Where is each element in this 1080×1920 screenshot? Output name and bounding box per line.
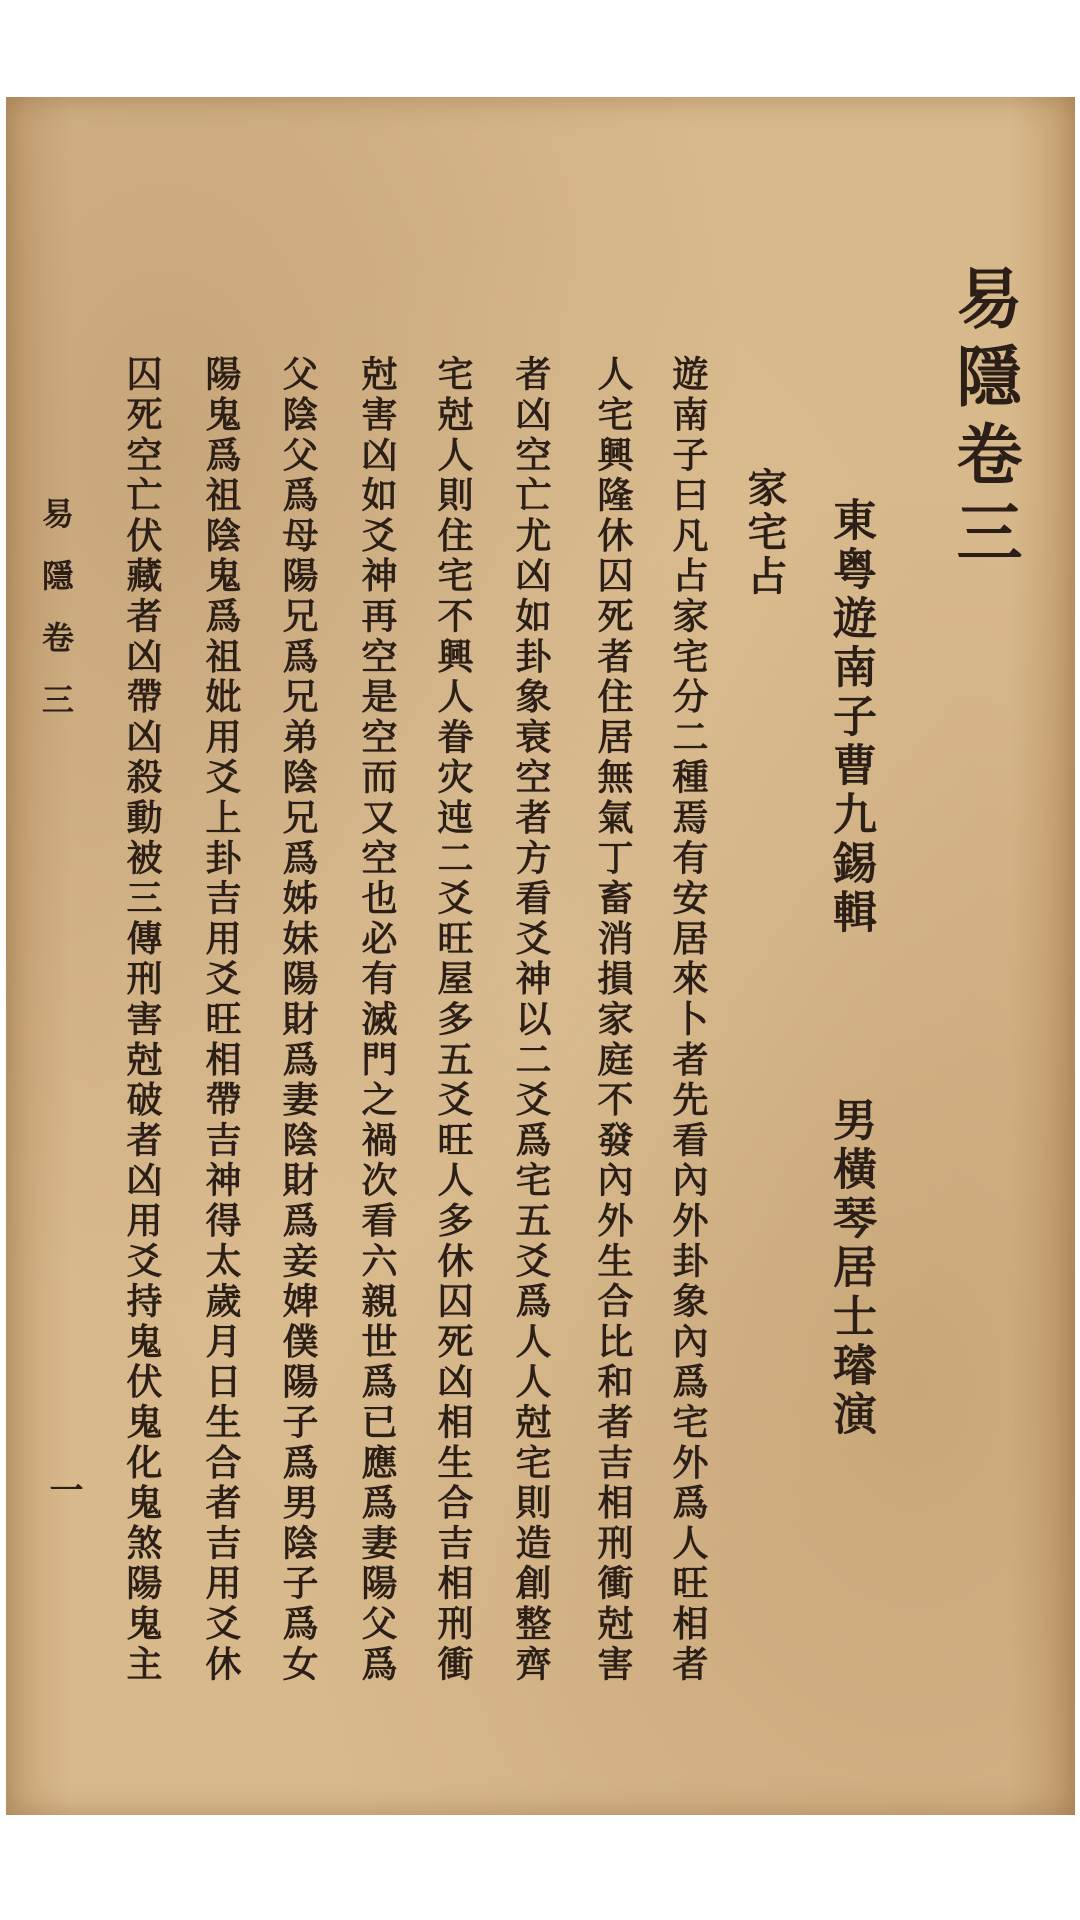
- section-title: 家宅占: [741, 467, 788, 599]
- text-column-5: 尅害凶如爻神再空是空而又空也必有滅門之禍次看六親世爲已應爲妻陽父爲: [356, 355, 398, 1685]
- commentator-line: 男橫琴居士璿演: [825, 1097, 876, 1440]
- text-column-3: 者凶空亡尤凶如卦象衰空者方看爻神以二爻爲宅五爻爲人人尅宅則造創整齊: [510, 355, 552, 1685]
- running-title: 易隱卷三: [37, 497, 75, 745]
- page-number: 一: [43, 1472, 83, 1506]
- text-column-6: 父陰父爲母陽兄爲兄弟陰兄爲姊妹陽財爲妻陰財爲妾婢僕陽子爲男陰子爲女: [277, 355, 319, 1685]
- page-title: 易隱卷三: [945, 264, 1023, 576]
- text-column-2: 人宅興隆休囚死者住居無氣丁畜消損家庭不發內外生合比和者吉相刑衝尅害: [592, 355, 634, 1685]
- compiler-line: 東粤遊南子曹九錫輯: [825, 497, 876, 938]
- book-page: [6, 97, 1075, 1815]
- text-column-7: 陽鬼爲祖陰鬼爲祖妣用爻上卦吉用爻旺相帶吉神得太歲月日生合者吉用爻休: [200, 355, 242, 1685]
- text-column-8: 囚死空亡伏藏者凶帶凶殺動被三傳刑害尅破者凶用爻持鬼伏鬼化鬼煞陽鬼主: [121, 355, 163, 1685]
- text-column-1: 遊南子曰凡占家宅分二種焉有安居來卜者先看內外卦象內爲宅外爲人旺相者: [667, 355, 709, 1685]
- text-column-4: 宅尅人則住宅不興人眷灾迍二爻旺屋多五爻旺人多休囚死凶相生合吉相刑衝: [432, 355, 474, 1685]
